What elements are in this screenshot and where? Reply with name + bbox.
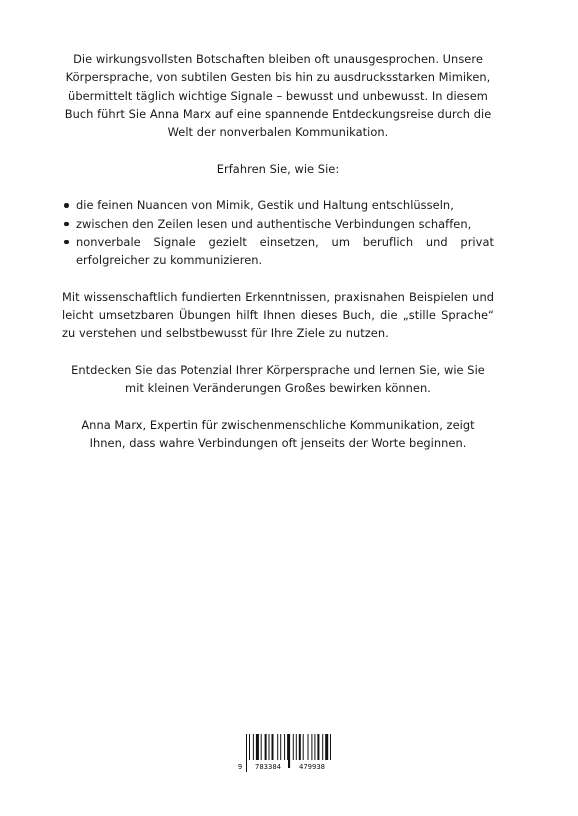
barcode-digit-first: 9 xyxy=(237,762,243,771)
isbn-barcode xyxy=(236,733,340,775)
bullet-list xyxy=(62,196,494,269)
bullet-item: die feinen Nuancen von Mimik, Gestik und Haltung entschlüsseln, xyxy=(62,196,494,214)
barcode-bar xyxy=(246,734,247,772)
bullet-item: zwischen den Zeilen lesen und authentische Verbindungen schaffen, xyxy=(62,215,494,233)
barcode-group-left: 783384 xyxy=(248,760,288,773)
bullet-item: nonverbale Signale gezielt einsetzen, um beruflich und privat erfolgreicher zu kommunizieren. xyxy=(62,233,494,270)
lead-line: Erfahren Sie, wie Sie: xyxy=(216,161,340,176)
discover-paragraph: Entdecken Sie das Potenzial Ihrer Körpersprache und lernen Sie, wie Sie mit kleinen Veränderungen Großes bewirken können. xyxy=(71,363,485,396)
barcode-group-right: 479938 xyxy=(292,760,332,773)
intro-paragraph: Die wirkungsvollsten Botschaften bleiben oft unausgesprochen. Unsere Körpersprache, von subtilen Gesten bis hin zu ausdrucksstarken Mimiken, übermittelt täglich wichtige Signale – bewusst und unbewusst. In diesem Buch führt Sie Anna Marx auf eine spannende Entdeckungsreise durch die Welt der nonverbalen Kommunikation. xyxy=(64,52,492,140)
blurb xyxy=(62,50,494,453)
method-paragraph: Mit wissenschaftlich fundierten Erkenntnissen, praxisnahen Beispielen und leicht umsetzbaren Übungen hilft Ihnen dieses Buch, die „stille Sprache“ zu verstehen und selbstbewusst für Ihre Ziele zu nutzen. xyxy=(62,289,494,341)
author-paragraph: Anna Marx, Expertin für zwischenmenschliche Kommunikation, zeigt Ihnen, dass wahre Verbindungen oft jenseits der Worte beginnen. xyxy=(81,417,475,451)
